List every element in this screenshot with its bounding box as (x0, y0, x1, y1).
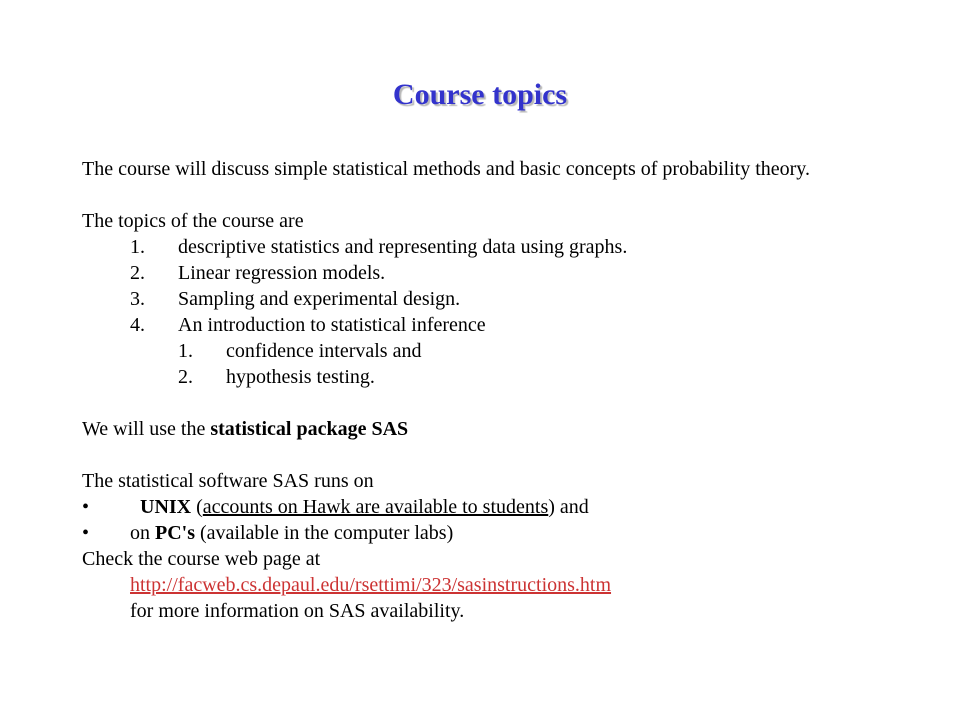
pc-label: PC's (155, 522, 195, 544)
slide-title: Course topics (392, 78, 568, 111)
topic-number: 3. (130, 288, 145, 310)
web-link-line (82, 572, 902, 598)
subtopic-text: hypothesis testing. (226, 366, 375, 388)
subtopic-item (82, 364, 902, 390)
subtopic-number: 1. (178, 340, 193, 362)
hawk-accounts-text: accounts on Hawk are available to students (202, 496, 549, 518)
sas-instructions-link[interactable]: http://facweb.cs.depaul.edu/rsettimi/323/sasinstructions.htm (130, 574, 612, 596)
pc-suffix: (available in the computer labs) (195, 522, 454, 544)
topic-number: 1. (130, 236, 145, 258)
sas-package-line (82, 416, 902, 442)
topic-text: descriptive statistics and representing data using graphs. (178, 236, 628, 258)
topic-text: An introduction to statistical inference (178, 314, 486, 336)
topic-item (82, 260, 902, 286)
spacer (82, 442, 902, 468)
unix-open: ( (191, 496, 203, 518)
intro-paragraph: The course will discuss simple statistical methods and basic concepts of probability theory. (82, 158, 810, 180)
topic-item (82, 286, 902, 312)
more-info-text: for more information on SAS availability. (130, 600, 465, 622)
topic-number: 4. (130, 314, 145, 336)
runs-on-heading: The statistical software SAS runs on (82, 470, 374, 492)
topic-number: 2. (130, 262, 145, 284)
unix-label: UNIX (140, 496, 192, 518)
bullet-item-unix (82, 494, 902, 520)
topic-text: Sampling and experimental design. (178, 288, 461, 310)
unix-close: ) and (548, 496, 589, 518)
sas-prefix: We will use the (82, 418, 211, 440)
bullet-icon: • (82, 522, 90, 544)
slide-body (82, 156, 902, 624)
topic-item (82, 234, 902, 260)
subtopic-text: confidence intervals and (226, 340, 422, 362)
web-heading: Check the course web page at (82, 548, 321, 570)
bullet-icon: • (82, 496, 90, 518)
topic-text: Linear regression models. (178, 262, 386, 284)
subtopic-number: 2. (178, 366, 193, 388)
spacer (82, 182, 902, 208)
bullet-item-pc (82, 520, 902, 546)
topic-item (82, 312, 902, 338)
spacer (82, 390, 902, 416)
pc-prefix: on (130, 522, 155, 544)
topics-heading: The topics of the course are (82, 210, 304, 232)
subtopic-item (82, 338, 902, 364)
sas-package-name: statistical package SAS (210, 418, 409, 440)
